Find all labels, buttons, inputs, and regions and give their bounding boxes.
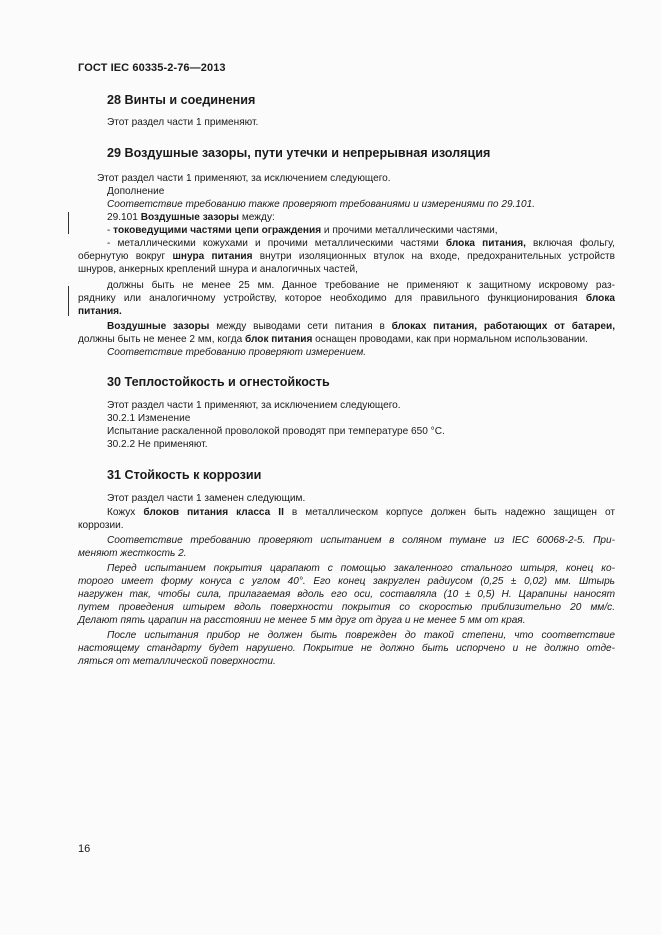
s29-requirement-line-2: ряднику или аналогичному устройству, которое необходимо для правильного функционирования блока bbox=[78, 293, 615, 304]
document-code: ГОСТ IEC 60335-2-76—2013 bbox=[78, 62, 226, 74]
s29-item-2-line-3: шнуров, анкерных креплений шнура и аналогичных частей, bbox=[78, 264, 358, 275]
s29-item-1: - токоведущими частями цепи ограждения и прочими металлическими частями, bbox=[107, 225, 498, 236]
s30-paragraph-1: Этот раздел части 1 применяют, за исключением следующего. bbox=[107, 400, 401, 411]
s29-clause-29-101: 29.101 Воздушные зазоры между: bbox=[107, 212, 275, 223]
s29-compliance-note: Соответствие требованию также проверяют требованиями и измерениями по 29.101. bbox=[107, 199, 536, 210]
s29-supplement-label: Дополнение bbox=[107, 186, 165, 197]
s31-scratch-line-2: торого имеет форму конуса с углом 40°. Его конец закруглен радиусом (0,25 ± 0,02) мм. Штырь bbox=[78, 576, 615, 587]
section-30-title: 30 Теплостойкость и огнестойкость bbox=[107, 375, 330, 389]
s31-after-test-line-3: ляться от металлической поверхности. bbox=[78, 656, 276, 667]
page-number: 16 bbox=[78, 843, 91, 855]
change-bar bbox=[68, 286, 69, 316]
s30-clause-30-2-1: 30.2.1 Изменение bbox=[107, 413, 191, 424]
s31-after-test-line-2: настоящему стандарту будет нарушено. Покрытие не должно быть испорчено и не должно отде- bbox=[78, 643, 615, 654]
s29-requirement-line-3: питания. bbox=[78, 306, 122, 317]
s30-glow-wire-test: Испытание раскаленной проволокой проводят при температуре 650 °С. bbox=[107, 426, 445, 437]
s31-paragraph-1: Этот раздел части 1 заменен следующим. bbox=[107, 493, 306, 504]
s31-enclosure-line-2: коррозии. bbox=[78, 520, 124, 531]
section-28-title: 28 Винты и соединения bbox=[107, 93, 256, 107]
s29-item-2-line-1: - металлическими кожухами и прочими металлическими частями блока питания, включая фольгу, bbox=[107, 238, 615, 249]
s31-scratch-line-4: путем проведения штырем вдоль поверхности покрытия со скоростью приблизительно 20 мм/с. bbox=[78, 602, 615, 613]
s29-battery-line-1: Воздушные зазоры между выводами сети питания в блоках питания, работающих от батареи, bbox=[107, 321, 615, 332]
s31-salt-mist-line-1: Соответствие требованию проверяют испытанием в соляном тумане из IEC 60068-2-5. При- bbox=[107, 535, 615, 546]
s29-compliance-measure: Соответствие требованию проверяют измерением. bbox=[107, 347, 367, 358]
s31-after-test-line-1: После испытания прибор не должен быть поврежден до такой степени, что соответствие bbox=[107, 630, 615, 641]
section-29-title: 29 Воздушные зазоры, пути утечки и непрерывная изоляция bbox=[107, 146, 491, 160]
s31-scratch-line-3: нагружен так, чтобы сила, прилагаемая вдоль его оси, составляла (10 ± 0,5) Н. Царапины наносят bbox=[78, 589, 615, 600]
section-31-title: 31 Стойкость к коррозии bbox=[107, 468, 262, 482]
s29-paragraph-1: Этот раздел части 1 применяют, за исключением следующего. bbox=[97, 173, 391, 184]
s29-requirement-line-1: должны быть не менее 25 мм. Данное требование не применяют к защитному искровому раз- bbox=[107, 280, 615, 291]
s31-scratch-line-5: Делают пять царапин на расстоянии не менее 5 мм друг от друга и не менее 5 мм от края. bbox=[78, 615, 526, 626]
s29-battery-line-2: должны быть не менее 2 мм, когда блок питания оснащен проводами, как при нормальном использовании. bbox=[78, 334, 588, 345]
s29-item-2-line-2: обернутую вокруг шнура питания внутри изоляционных втулок на входе, предохранительных устройств bbox=[78, 251, 616, 262]
section-28-text: Этот раздел части 1 применяют. bbox=[107, 117, 259, 128]
s31-enclosure-line-1: Кожух блоков питания класса II в металлическом корпусе должен быть надежно защищен от bbox=[107, 507, 615, 518]
s31-scratch-line-1: Перед испытанием покрытия царапают с помощью закаленного стального штыря, конец ко- bbox=[107, 563, 615, 574]
change-bar bbox=[68, 212, 69, 234]
s30-clause-30-2-2: 30.2.2 Не применяют. bbox=[107, 439, 208, 450]
s31-salt-mist-line-2: меняют жесткость 2. bbox=[78, 548, 187, 559]
